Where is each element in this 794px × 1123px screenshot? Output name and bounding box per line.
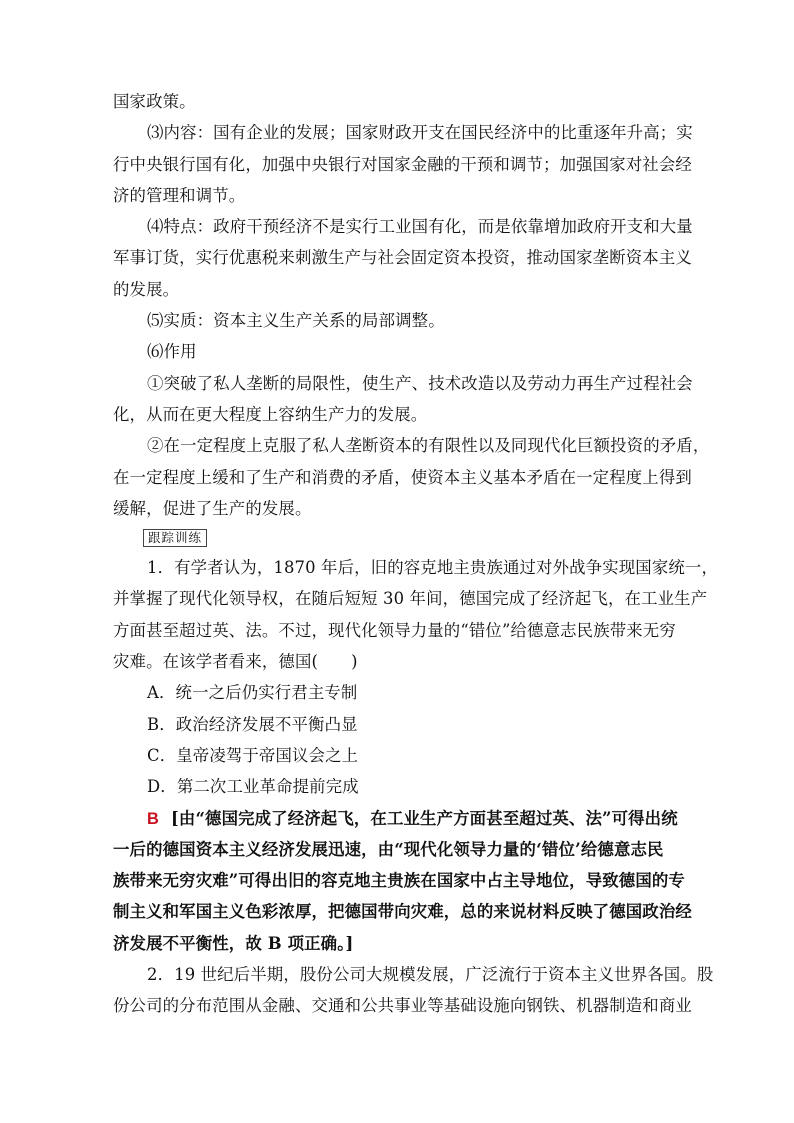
explanation-text: [由“德国完成了经济起飞，在工业生产方面甚至超过英、法”可得出统 [171, 808, 678, 828]
paragraph-line: ⑷特点：政府干预经济不是实行工业国有化，而是依靠增加政府开支和大量 [147, 217, 693, 237]
question-stem-line: 1．有学者认为，1870 年后，旧的容克地主贵族通过对外战争实现国家统一， [147, 558, 719, 578]
paragraph-line: ⑸实质：资本主义生产关系的局部调整。 [147, 311, 445, 331]
explanation-line [113, 803, 683, 834]
paragraph-line: 国家政策。 [113, 92, 196, 111]
explanation-line: 族带来无穷灾难”可得出旧的容克地主贵族在国家中占主导地位，导致德国的专 [113, 871, 685, 891]
option-c: C．皇帝凌驾于帝国议会之上 [147, 745, 359, 765]
question-stem-line: 灾难。在该学者看来，德国( ) [113, 652, 358, 672]
explanation-line: 制主义和军国主义色彩浓厚，把德国带向灾难，总的来说材料反映了德国政治经 [113, 902, 692, 922]
option-a: A．统一之后仍实行君主专制 [147, 683, 358, 703]
explanation-line: 一后的德国资本主义经济发展迅速，由“现代化领导力量的‘错位’给德意志民 [113, 839, 664, 859]
paragraph-line: ②在一定程度上克服了私人垄断资本的有限性以及同现代化巨额投资的矛盾， [147, 436, 710, 456]
section-tag: 跟踪训练 [143, 529, 207, 547]
question-stem-line: 2．19 世纪后半期，股份公司大规模发展，广泛流行于资本主义世界各国。股 [147, 965, 714, 985]
question-stem-line: 份公司的分布范围从金融、交通和公共事业等基础设施向钢铁、机器制造和商业 [113, 996, 692, 1016]
section-tag-row [113, 524, 683, 552]
paragraph-line: 化，从而在更大程度上容纳生产力的发展。 [113, 404, 428, 424]
option-b: B．政治经济发展不平衡凸显 [147, 714, 358, 734]
option-d: D．第二次工业革命提前完成 [147, 777, 359, 797]
paragraph-line: 军事订货，实行优惠税来刺激生产与社会固定资本投资，推动国家垄断资本主义 [113, 248, 692, 268]
question-stem-line: 并掌握了现代化领导权，在随后短短 30 年间，德国完成了经济起飞，在工业生产 [113, 589, 708, 609]
paragraph-line: 缓解，促进了生产的发展。 [113, 498, 312, 518]
paragraph-line: 的发展。 [113, 279, 180, 299]
paragraph-line: 济的管理和调节。 [113, 185, 246, 205]
paragraph-line: ⑹作用 [147, 342, 197, 362]
answer-letter: B [147, 809, 159, 828]
paragraph-line: 在一定程度上缓和了生产和消费的矛盾，使资本主义基本矛盾在一定程度上得到 [113, 467, 692, 487]
paragraph-line: ⑶内容：国有企业的发展；国家财政开支在国民经济中的比重逐年升高；实 [147, 123, 693, 143]
explanation-line: 济发展不平衡性，故 B 项正确。] [113, 933, 354, 953]
paragraph-line: ①突破了私人垄断的局限性，使生产、技术改造以及劳动力再生产过程社会 [147, 373, 693, 393]
question-stem-line: 方面甚至超过英、法。不过，现代化领导力量的“错位”给德意志民族带来无穷 [113, 620, 676, 640]
paragraph-line: 行中央银行国有化，加强中央银行对国家金融的干预和调节；加强国家对社会经 [113, 154, 692, 174]
document-page [113, 86, 719, 1022]
